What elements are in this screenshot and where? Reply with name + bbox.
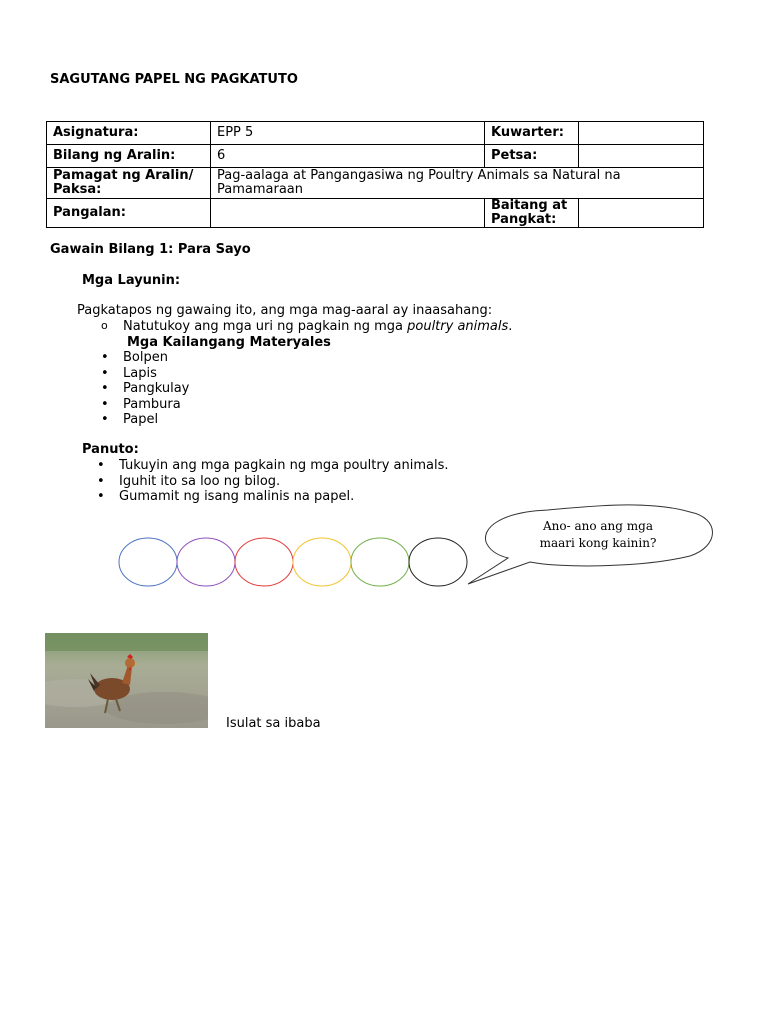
material-label: Papel [123,412,159,427]
instructions-heading: Panuto: [82,442,139,457]
drawing-circle [351,538,409,586]
material-label: Bolpen [123,350,168,365]
circle-row [119,538,467,586]
pamagat-value[interactable]: Pag-aalaga at Pangangasiwa ng Poultry Animals sa Natural na Pamamaraan [211,168,704,199]
pamagat-label: Pamagat ng Aralin/ Paksa: [47,168,211,199]
kuwarter-label: Kuwarter: [485,122,579,145]
baitang-label: Baitang at Pangkat: [485,199,579,228]
objectives-intro: Pagkatapos ng gawaing ito, ang mga mag-aaral ay inaasahang: [77,303,493,318]
bullet-icon: • [101,396,109,412]
callout-line-1: Ano- ano ang mga [542,519,653,533]
instruction-text: Iguhit ito sa loo ng bilog. [119,473,281,489]
objective-text: Natutukoy ang mga uri ng pagkain ng mga [123,319,408,334]
write-below-label: Isulat sa ibaba [226,716,321,731]
drawing-circle [177,538,235,586]
material-label: Lapis [123,365,157,381]
bilang-label: Bilang ng Aralin: [47,145,211,168]
instruction-text: Tukuyin ang mga pagkain ng mga poultry animals. [119,458,449,473]
drawing-circle [409,538,467,586]
bullet-icon: • [97,489,105,504]
asignatura-value[interactable]: EPP 5 [211,122,485,145]
bilang-value[interactable]: 6 [211,145,485,168]
bullet-icon: • [101,381,109,396]
bullet-icon: • [101,412,109,427]
objective-italic: poultry animals [407,319,509,334]
chicken-illustration [45,633,208,728]
objectives-heading: Mga Layunin: [82,273,181,288]
materials-heading: Mga Kailangang Materyales [127,335,331,350]
instruction-text: Gumamit ng isang malinis na papel. [119,489,355,504]
objective-bullet: o [101,319,108,332]
asignatura-label: Asignatura: [47,122,211,145]
material-label: Pangkulay [123,381,190,396]
bullet-icon: • [97,473,105,489]
objective-end: . [508,319,513,334]
drawing-circle [235,538,293,586]
document-title: SAGUTANG PAPEL NG PAGKATUTO [50,72,298,87]
petsa-label: Petsa: [485,145,579,168]
drawing-circle [293,538,351,586]
drawing-circle [119,538,177,586]
bullet-icon: • [97,458,105,473]
bullet-icon: • [101,365,109,381]
bullet-icon: • [101,350,109,365]
material-label: Pambura [123,396,181,412]
pangalan-label: Pangalan: [47,199,211,228]
chicken-photo [45,633,208,728]
activity-heading: Gawain Bilang 1: Para Sayo [50,242,251,257]
callout-line-2: maari kong kainin? [539,536,657,550]
callout-text [508,518,688,552]
